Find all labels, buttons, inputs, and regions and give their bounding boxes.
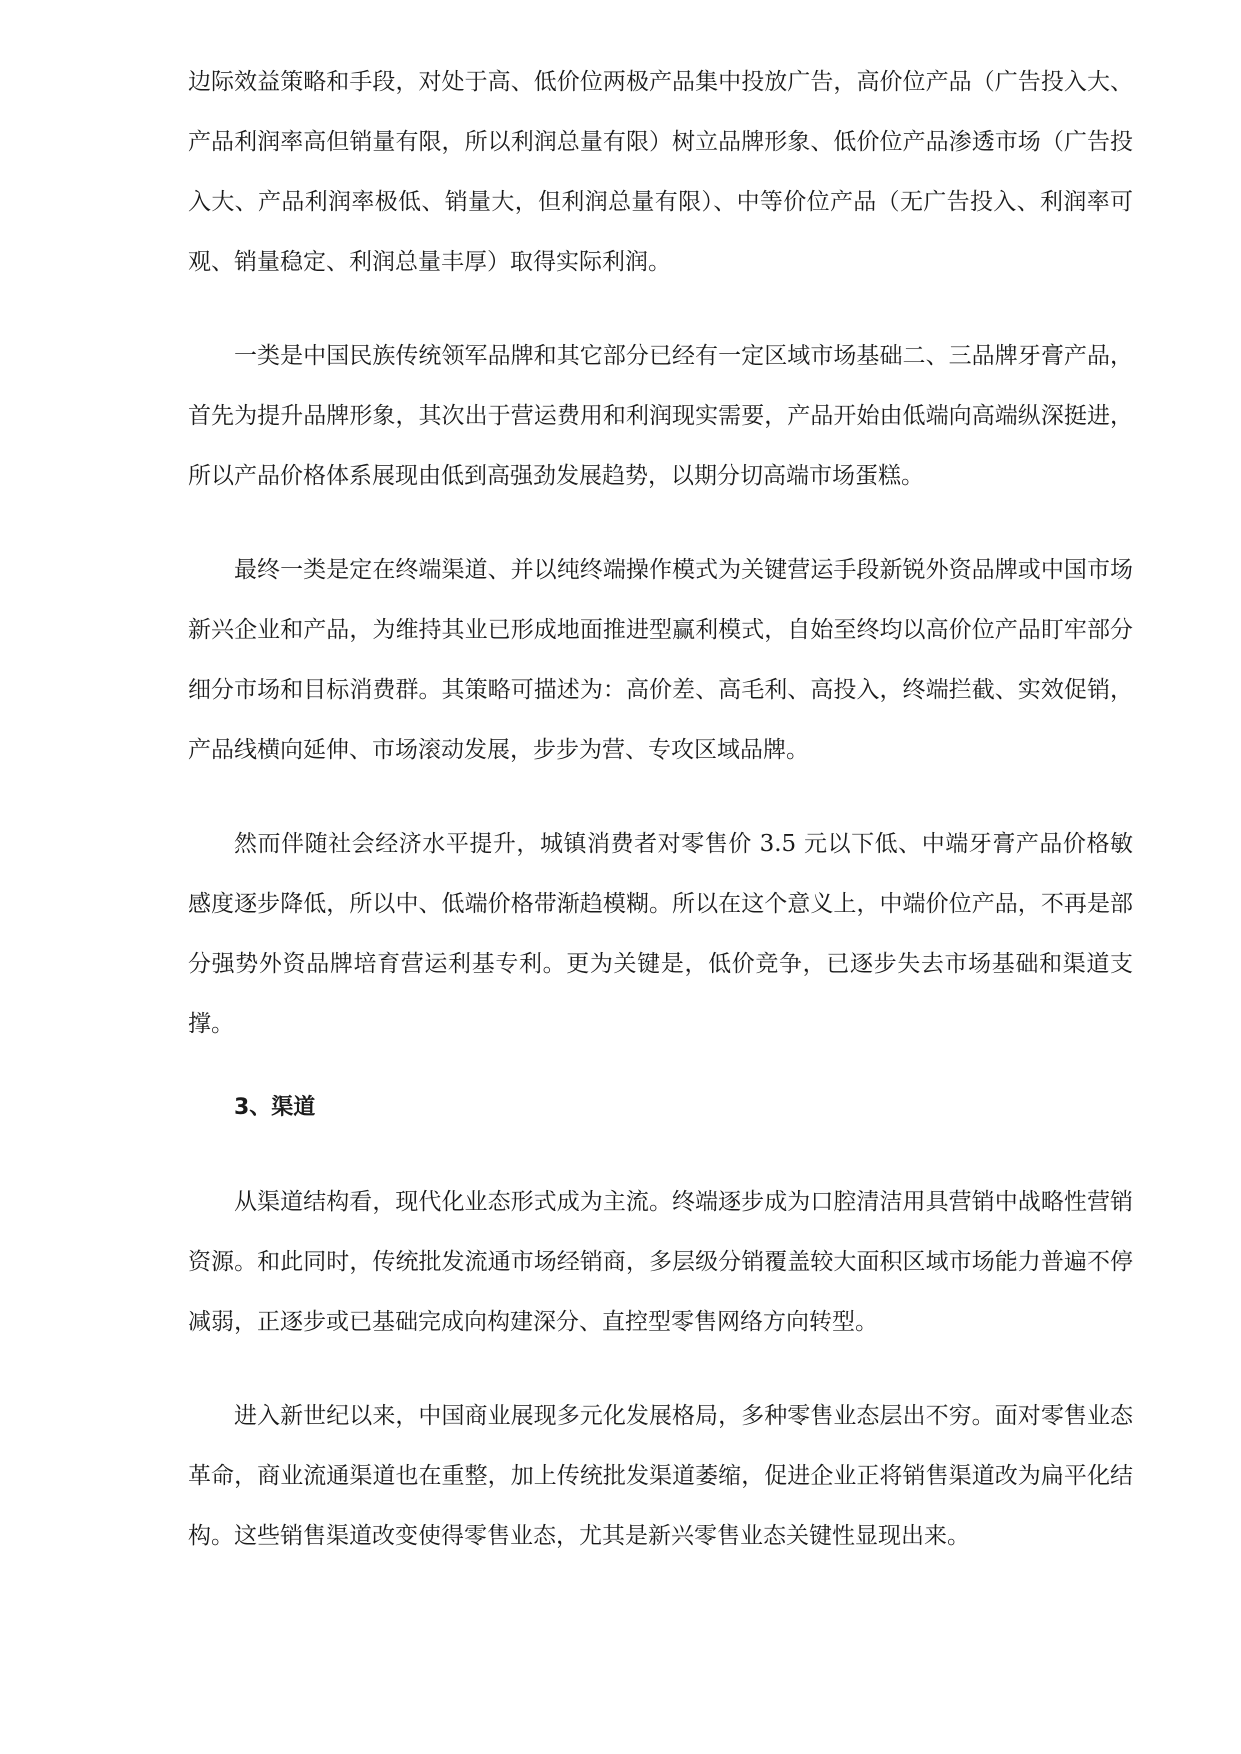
paragraph-retail-formats: 进入新世纪以来，中国商业展现多元化发展格局，多种零售业态层出不穷。面对零售业态革命，商业流通渠道也在重整，加上传统批发渠道萎缩，促进企业正将销售渠道改为扁平化结构。这些销售渠道改变使得零售业态，尤其是新兴零售业态关键性显现出来。 xyxy=(188,1403,1133,1549)
section-heading-channels: 3、渠道 xyxy=(234,1095,316,1120)
paragraph-price-sensitivity: 然而伴随社会经济水平提升，城镇消费者对零售价 3.5 元以下低、中端牙膏产品价格敏感度逐步降低，所以中、低端价格带渐趋模糊。所以在这个意义上，中端价位产品，不再是部分强势外资品牌培育营运利基专利。更为关键是，低价竞争，已逐步失去市场基础和渠道支撑。 xyxy=(188,831,1133,1037)
paragraph-continuation: 边际效益策略和手段，对处于高、低价位两极产品集中投放广告，高价位产品（广告投入大、产品利润率高但销量有限，所以利润总量有限）树立品牌形象、低价位产品渗透市场（广告投入大、产品利润率极低、销量大，但利润总量有限）、中等价位产品（无广告投入、利润率可观、销量稳定、利润总量丰厚）取得实际利润。 xyxy=(188,69,1133,275)
document-page xyxy=(188,52,1133,1600)
paragraph-terminal-brands: 最终一类是定在终端渠道、并以纯终端操作模式为关键营运手段新锐外资品牌或中国市场新兴企业和产品，为维持其业已形成地面推进型赢利模式，自始至终均以高价位产品盯牢部分细分市场和目标消费群。其策略可描述为：高价差、高毛利、高投入，终端拦截、实效促销，产品线横向延伸、市场滚动发展，步步为营、专攻区域品牌。 xyxy=(188,557,1133,763)
paragraph-channel-structure: 从渠道结构看，现代化业态形式成为主流。终端逐步成为口腔清洁用具营销中战略性营销资源。和此同时，传统批发流通市场经销商，多层级分销覆盖较大面积区域市场能力普遍不停减弱，正逐步或已基础完成向构建深分、直控型零售网络方向转型。 xyxy=(188,1189,1133,1335)
paragraph-domestic-brands: 一类是中国民族传统领军品牌和其它部分已经有一定区域市场基础二、三品牌牙膏产品，首先为提升品牌形象，其次出于营运费用和利润现实需要，产品开始由低端向高端纵深挺进，所以产品价格体系展现由低到高强劲发展趋势，以期分切高端市场蛋糕。 xyxy=(188,343,1133,489)
